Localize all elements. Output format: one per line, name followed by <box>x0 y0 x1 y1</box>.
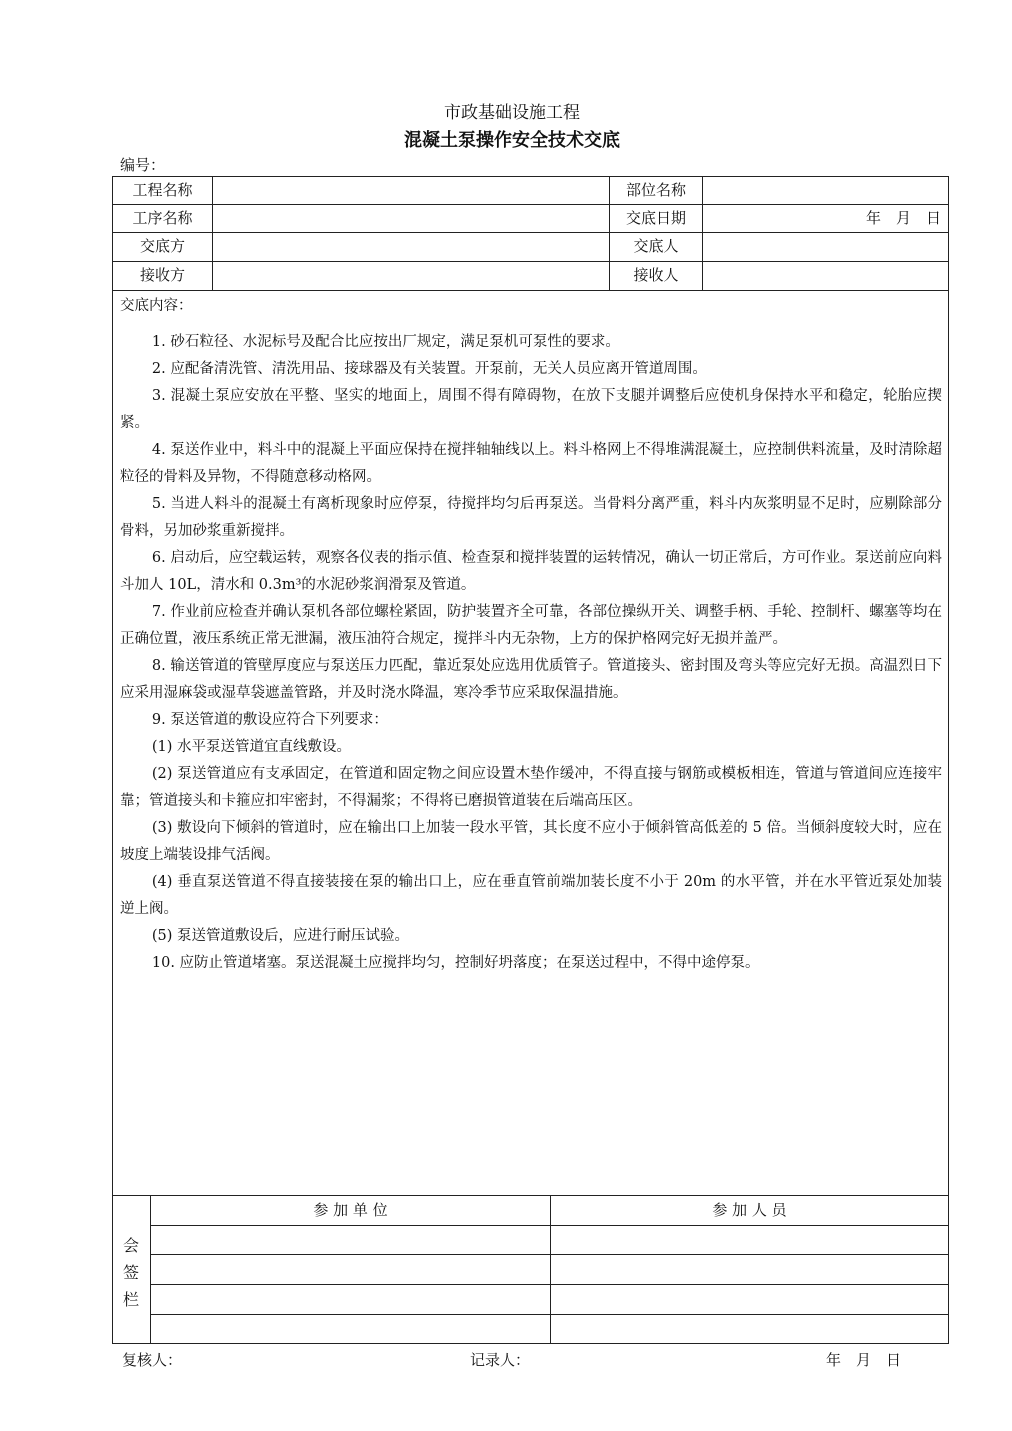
content-item-3: 3. 混凝土泵应安放在平整、坚实的地面上，周围不得有障碍物，在放下支腿并调整后应使机身保持水平和稳定，轮胎应揳紧。 <box>120 388 942 431</box>
signoff-unit-row-2[interactable] <box>151 1255 550 1284</box>
content-item-8: 8. 输送管道的管壁厚度应与泵送压力匹配，靠近泵处应选用优质管子。管道接头、密封围及弯头等应完好无损。高温烈日下应采用湿麻袋或湿草袋遮盖管路，并及时浇水降温，寒冷季节应采取保温措施。 <box>120 658 942 701</box>
document-title: 混凝土泵操作安全技术交底 <box>404 130 620 151</box>
receiving-party-label: 接收方 <box>139 266 185 284</box>
content-item-9-2: (2) 泵送管道应有支承固定，在管道和固定物之间应设置木垫作缓冲，不得直接与钢筋或模板相连，管道与管道间应连接牢靠；管道接头和卡箍应扣牢密封，不得漏浆；不得将已磨损管道装在后端高压区。 <box>120 766 942 809</box>
briefing-content <box>120 293 942 977</box>
project-name-label: 工程名称 <box>132 181 193 199</box>
reviewer-label: 复核人： <box>122 1351 183 1369</box>
content-heading: 交底内容： <box>120 298 193 314</box>
content-item-9-5: (5) 泵送管道敷设后，应进行耐压试验。 <box>151 928 410 944</box>
content-item-10: 10. 应防止管道堵塞。泵送混凝土应搅拌均匀，控制好坍落度；在泵送过程中，不得中途停泵。 <box>151 955 760 971</box>
briefing-person-label: 交底人 <box>633 237 679 255</box>
signoff-side-char-3: 栏 <box>122 1290 139 1309</box>
content-item-1: 1. 砂石粒径、水泥标号及配合比应按出厂规定，满足泵机可泵性的要求。 <box>151 334 620 350</box>
recorder-label: 记录人： <box>470 1351 531 1369</box>
briefing-date-field[interactable]: 年 月 日 <box>865 209 941 227</box>
content-item-4: 4. 泵送作业中，料斗中的混凝上平面应保持在搅拌轴轴线以上。料斗格网上不得堆满混凝土，应控制供料流量，及时清除超粒径的骨料及异物，不得随意移动格网。 <box>120 442 942 485</box>
content-item-9-4: (4) 垂直泵送管道不得直接装接在泵的输出口上，应在垂直管前端加装长度不小于 20m 的水平管，并在水平管近泵处加装逆上阀。 <box>120 874 942 917</box>
signoff-people-row-4[interactable] <box>551 1315 948 1343</box>
briefing-date-label: 交底日期 <box>625 209 686 227</box>
signoff-unit-row-4[interactable] <box>151 1315 550 1343</box>
participating-unit-header: 参 加 单 位 <box>313 1201 388 1219</box>
signoff-side-char-2: 签 <box>122 1263 139 1282</box>
signoff-people-row-1[interactable] <box>551 1226 948 1254</box>
document-subtitle: 市政基础设施工程 <box>444 103 580 123</box>
footer-date: 年 月 日 <box>826 1351 902 1369</box>
content-item-6: 6. 启动后，应空载运转，观察各仪表的指示值、检查泵和搅拌装置的运转情况，确认一切正常后，方可作业。泵送前应向料斗加人 10L，清水和 0.3m³的水泥砂浆润滑泵及管道。 <box>120 550 942 593</box>
briefing-party-label: 交底方 <box>139 237 185 255</box>
content-item-2: 2. 应配备清洗管、清洗用品、接球器及有关装置。开泵前，无关人员应离开管道周围。 <box>151 361 707 377</box>
participating-people-header: 参 加 人 员 <box>712 1201 787 1219</box>
process-name-label: 工序名称 <box>132 209 193 227</box>
content-item-9-3: (3) 敷设向下倾斜的管道时，应在输出口上加装一段水平管，其长度不应小于倾斜管高低差的 5 倍。当倾斜度较大时，应在坡度上端装设排气活阀。 <box>120 820 942 863</box>
serial-number-label: 编号： <box>120 156 166 174</box>
content-item-9: 9. 泵送管道的敷设应符合下列要求： <box>151 712 388 728</box>
signoff-people-row-2[interactable] <box>551 1255 948 1284</box>
content-item-7: 7. 作业前应检查并确认泵机各部位螺栓紧固，防护装置齐全可靠，各部位操纵开关、调整手柄、手轮、控制杆、螺塞等均在正确位置，液压系统正常无泄漏，液压油符合规定，搅拌斗内无杂物，上方的保护格网完好无损并盖严。 <box>120 604 942 647</box>
signoff-unit-row-3[interactable] <box>151 1285 550 1314</box>
section-name-label: 部位名称 <box>625 181 686 199</box>
content-item-9-1: (1) 水平泵送管道宜直线敷设。 <box>151 739 352 755</box>
signoff-unit-row-1[interactable] <box>151 1226 550 1254</box>
receiver-label: 接收人 <box>633 266 679 284</box>
signoff-side-char-1: 会 <box>122 1236 139 1255</box>
content-item-5: 5. 当进人料斗的混凝土有离析现象时应停泵，待搅拌均匀后再泵送。当骨料分离严重，料斗内灰浆明显不足时，应剔除部分骨料，另加砂浆重新搅拌。 <box>120 496 942 539</box>
signoff-people-row-3[interactable] <box>551 1285 948 1314</box>
signoff-side-label <box>112 1232 150 1313</box>
